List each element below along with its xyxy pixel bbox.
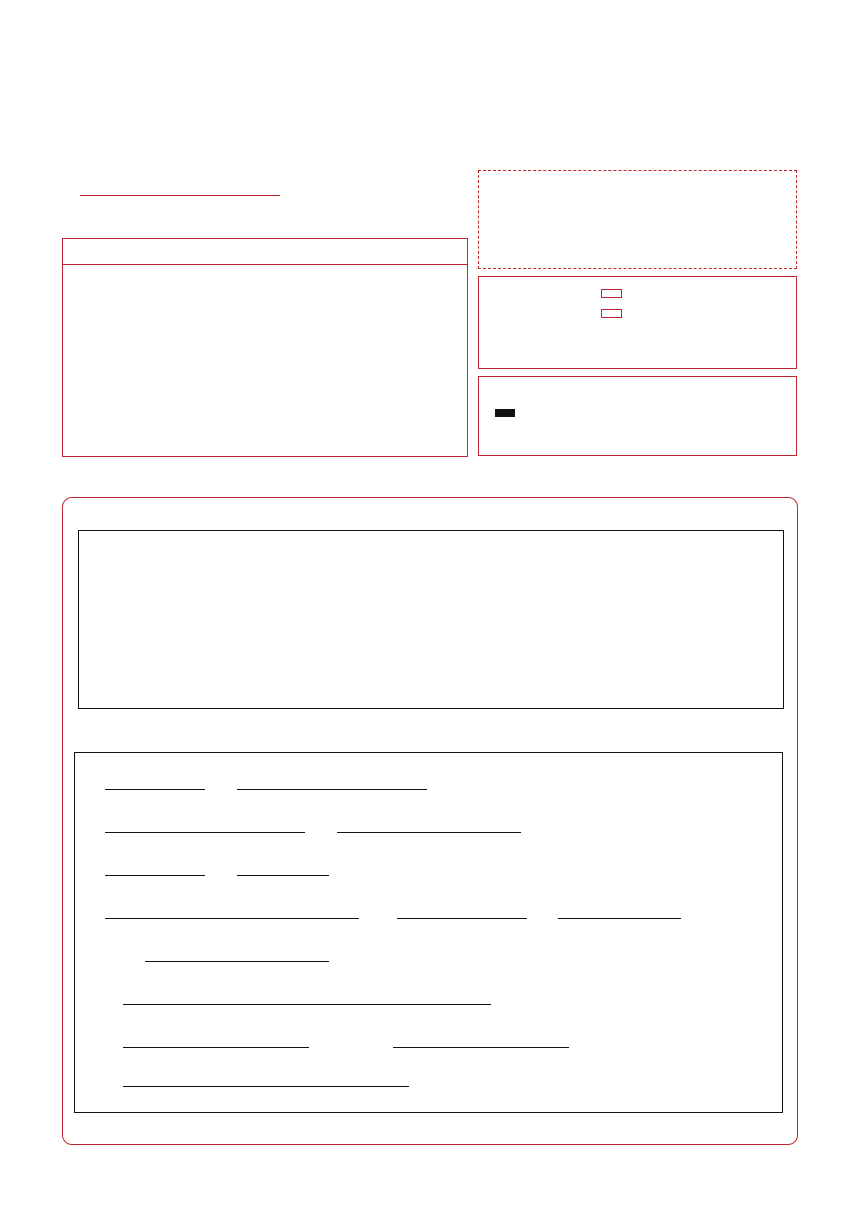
notice-heading [63, 239, 467, 265]
correct-row [491, 409, 515, 417]
filled-bubble-icon [495, 409, 515, 417]
q15-part1-blank[interactable] [145, 961, 329, 962]
q15-part2-blank[interactable] [123, 1004, 491, 1005]
q14-blank-2[interactable] [397, 918, 527, 919]
notice-list [63, 265, 467, 271]
q14-blank-1[interactable] [105, 918, 359, 919]
choice-section [78, 530, 784, 709]
violation-checkbox[interactable] [601, 309, 622, 318]
q12-blank-2[interactable] [337, 832, 521, 833]
barcode-area [478, 170, 797, 269]
q14-blank-3[interactable] [558, 918, 681, 919]
absent-row [575, 286, 622, 301]
q15-part3-blank[interactable] [123, 1047, 309, 1048]
notice-panel [62, 238, 468, 457]
top-timing-marks [52, 41, 814, 55]
q11-blank-1[interactable] [105, 789, 205, 790]
q13-blank-1[interactable] [105, 875, 205, 876]
violation-row [575, 306, 622, 321]
absent-checkbox[interactable] [601, 289, 622, 298]
name-field[interactable] [80, 182, 280, 196]
q15-part4-blank[interactable] [393, 1047, 569, 1048]
written-answer-section [74, 752, 783, 1113]
q13-blank-2[interactable] [237, 875, 329, 876]
sample-panel [478, 376, 797, 456]
name-row [74, 182, 280, 196]
q11-blank-2[interactable] [237, 789, 427, 790]
q15-part5-blank[interactable] [123, 1086, 409, 1087]
q12-blank-1[interactable] [105, 832, 305, 833]
ban-panel [478, 276, 797, 369]
